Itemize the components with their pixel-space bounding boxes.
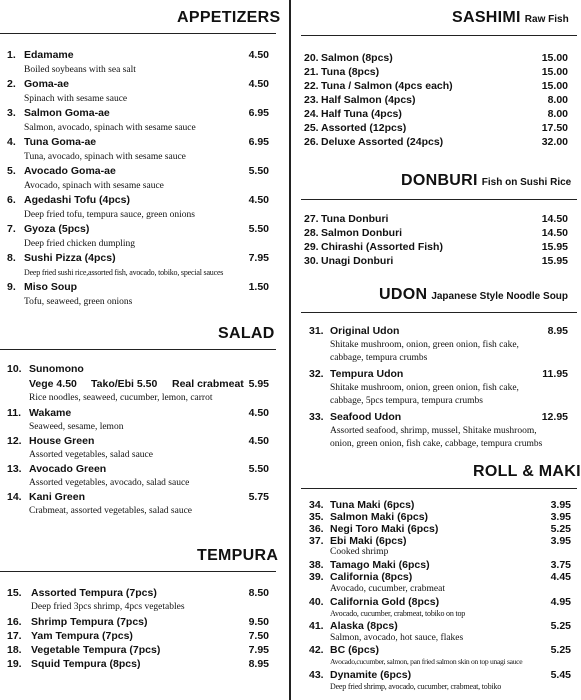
item-price: 15.95 <box>541 241 568 253</box>
item-price: 15.00 <box>541 80 568 92</box>
item-price: 8.95 <box>547 325 568 337</box>
item-price: 4.50 <box>248 78 269 90</box>
item-price: 7.95 <box>248 252 269 264</box>
udon-subtitle: Japanese Style Noodle Soup <box>431 291 569 302</box>
item-description: Cooked shrimp <box>330 547 389 557</box>
item-description: Boiled soybeans with sea salt <box>24 65 136 75</box>
item-price: 4.50 <box>248 435 269 447</box>
item-description-line1: Assorted seafood, shrimp, mussel, Shitake mushroom, <box>330 426 537 436</box>
donburi-heading <box>401 172 571 190</box>
item-description: Tuna, avocado, spinach with sesame sauce <box>24 152 186 162</box>
item-number: 23. <box>304 94 319 106</box>
item-price: 6.95 <box>248 107 269 119</box>
item-description: Avocado, spinach with sesame sauce <box>24 181 164 191</box>
item-price: 4.45 <box>550 571 571 583</box>
item-name: Sushi Pizza (4pcs) <box>24 252 116 264</box>
item-description: Deep fried chicken dumpling <box>24 239 136 249</box>
tempura-heading <box>197 547 278 565</box>
item-name: Salmon Maki (6pcs) <box>330 511 429 523</box>
donburi-title: DONBURI <box>401 172 478 189</box>
item-description: Rice noodles, seaweed, cucumber, lemon, carrot <box>29 393 213 403</box>
item-number: 42. <box>309 644 324 656</box>
item-price: 14.50 <box>541 227 568 239</box>
item-price: 5.25 <box>550 620 571 632</box>
item-description: Crabmeat, assorted vegetables, salad sauce <box>29 506 193 516</box>
item-price: 5.50 <box>248 463 269 475</box>
item-number: 7. <box>7 223 16 235</box>
item-number: 25. <box>304 122 319 134</box>
sunomono-option-crab: Real crabmeat <box>172 378 244 390</box>
item-number: 26. <box>304 136 319 148</box>
item-number: 38. <box>309 559 324 571</box>
column-divider <box>289 0 291 700</box>
item-price: 17.50 <box>541 122 568 134</box>
item-price: 5.45 <box>550 669 571 681</box>
item-price: 8.95 <box>248 658 269 670</box>
item-number: 19. <box>7 658 22 670</box>
item-name: California (8pcs) <box>330 571 413 583</box>
item-description-line1: Shitake mushroom, onion, green onion, fish cake, <box>330 340 519 350</box>
item-number: 43. <box>309 669 324 681</box>
item-name: Wakame <box>29 407 72 419</box>
item-name: Sunomono <box>29 363 84 375</box>
item-price: 32.00 <box>541 136 568 148</box>
item-name: Vegetable Tempura (7pcs) <box>31 644 161 656</box>
item-description: Deep fried shrimp, avocado, cucumber, crabmeat, tobiko <box>330 682 502 691</box>
item-number: 41. <box>309 620 324 632</box>
sashimi-heading <box>452 9 569 27</box>
udon-title: UDON <box>379 286 428 303</box>
item-description-line2: cabbage, 5pcs tempura, tempura crumbs <box>330 396 483 406</box>
item-number: 31. <box>309 325 324 337</box>
item-price: 15.00 <box>541 52 568 64</box>
item-description: Avocado, cucumber, crabmeat, tobiko on top <box>330 609 466 618</box>
item-number: 34. <box>309 499 324 511</box>
item-name: Assorted (12pcs) <box>321 122 407 134</box>
appetizers-title: APPETIZERS <box>177 9 281 26</box>
sashimi-title: SASHIMI <box>452 9 521 26</box>
item-price: 3.95 <box>550 511 571 523</box>
item-price: 5.75 <box>248 491 269 503</box>
item-name: California Gold (8pcs) <box>330 596 440 608</box>
item-price: 12.95 <box>541 411 568 423</box>
item-number: 3. <box>7 107 16 119</box>
item-number: 5. <box>7 165 16 177</box>
item-price: 5.25 <box>550 523 571 535</box>
appetizers-heading <box>177 9 280 27</box>
item-description-line2: cabbage, tempura crumbs <box>330 353 428 363</box>
sashimi-subtitle: Raw Fish <box>524 14 569 25</box>
sunomono-option-vege: Vege 4.50 <box>29 378 77 390</box>
item-description: Tofu, seaweed, green onions <box>24 297 133 307</box>
item-price: 5.50 <box>248 223 269 235</box>
appetizers-rule <box>0 33 276 34</box>
item-description-line1: Shitake mushroom, onion, green onion, fish cake, <box>330 383 519 393</box>
item-number: 24. <box>304 108 319 120</box>
item-name: Salmon (8pcs) <box>321 52 393 64</box>
item-name: Edamame <box>24 49 74 61</box>
item-name: Dynamite (6pcs) <box>330 669 412 681</box>
item-name: BC (6pcs) <box>330 644 380 656</box>
item-description: Spinach with sesame sauce <box>24 94 128 104</box>
item-number: 12. <box>7 435 22 447</box>
donburi-rule <box>301 199 577 200</box>
salad-title: SALAD <box>218 325 275 342</box>
item-price: 3.75 <box>550 559 571 571</box>
item-description: Assorted vegetables, salad sauce <box>29 450 153 460</box>
item-name: Salmon Donburi <box>321 227 403 239</box>
item-number: 9. <box>7 281 16 293</box>
item-number: 18. <box>7 644 22 656</box>
sunomono-option-tako-ebi: Tako/Ebi 5.50 <box>91 378 158 390</box>
item-name: Tuna Goma-ae <box>24 136 97 148</box>
item-number: 4. <box>7 136 16 148</box>
item-price: 3.95 <box>550 535 571 547</box>
item-price: 4.95 <box>550 596 571 608</box>
item-number: 27. <box>304 213 319 225</box>
item-name: Yam Tempura (7pcs) <box>31 630 133 642</box>
item-name: Kani Green <box>29 491 86 503</box>
item-number: 21. <box>304 66 319 78</box>
udon-rule <box>301 312 577 313</box>
item-name: Tuna (8pcs) <box>321 66 380 78</box>
item-number: 37. <box>309 535 324 547</box>
item-price: 4.50 <box>248 407 269 419</box>
item-price: 8.50 <box>248 587 269 599</box>
item-name: Tempura Udon <box>330 368 404 380</box>
donburi-subtitle: Fish on Sushi Rice <box>481 177 572 188</box>
item-number: 22. <box>304 80 319 92</box>
item-name: Tuna / Salmon (4pcs each) <box>321 80 453 92</box>
roll-maki-title: ROLL & MAKI <box>473 463 581 480</box>
roll-maki-heading <box>473 463 581 481</box>
roll-maki-rule <box>301 488 577 489</box>
item-description: Assorted vegetables, avocado, salad sauce <box>29 478 190 488</box>
item-price: 11.95 <box>542 368 568 380</box>
item-price: 4.50 <box>248 194 269 206</box>
item-price: 8.00 <box>547 94 568 106</box>
item-name: Unagi Donburi <box>321 255 394 267</box>
item-number: 10. <box>7 363 22 375</box>
item-number: 33. <box>309 411 324 423</box>
item-price: 7.50 <box>248 630 269 642</box>
item-name: Avocado Green <box>29 463 107 475</box>
item-number: 8. <box>7 252 16 264</box>
item-price: 5.50 <box>248 165 269 177</box>
item-number: 6. <box>7 194 16 206</box>
item-description: Avocado,cucumber, salmon, pan fried salmon skin on top unagi sauce <box>330 657 523 666</box>
item-name: Miso Soup <box>24 281 78 293</box>
tempura-rule <box>0 571 276 572</box>
item-name: Tamago Maki (6pcs) <box>330 559 430 571</box>
tempura-title: TEMPURA <box>197 547 279 564</box>
item-name: Salmon Goma-ae <box>24 107 110 119</box>
item-number: 16. <box>7 616 22 628</box>
item-name: Squid Tempura (8pcs) <box>31 658 141 670</box>
item-number: 29. <box>304 241 319 253</box>
salad-heading <box>218 325 275 343</box>
item-price: 5.95 <box>248 378 269 390</box>
item-number: 1. <box>7 49 16 61</box>
item-description: Salmon, avocado, spinach with sesame sauce <box>24 123 196 133</box>
item-name: Shrimp Tempura (7pcs) <box>31 616 148 628</box>
item-number: 14. <box>7 491 22 503</box>
item-name: Negi Toro Maki (6pcs) <box>330 523 439 535</box>
item-number: 28. <box>304 227 319 239</box>
item-price: 9.50 <box>248 616 269 628</box>
item-description: Seaweed, sesame, lemon <box>29 422 124 432</box>
item-number: 30. <box>304 255 319 267</box>
item-price: 5.25 <box>550 644 571 656</box>
item-number: 20. <box>304 52 319 64</box>
item-price: 14.50 <box>541 213 568 225</box>
item-description: Deep fried sushi rice,assorted fish, avocado, tobiko, special sauces <box>24 268 224 277</box>
item-number: 36. <box>309 523 324 535</box>
item-price: 3.95 <box>550 499 571 511</box>
item-description: Deep fried 3pcs shrimp, 4pcs vegetables <box>31 602 185 612</box>
item-name: Avocado Goma-ae <box>24 165 116 177</box>
item-price: 15.00 <box>541 66 568 78</box>
item-description: Avocado, cucumber, crabmeat <box>330 584 445 594</box>
item-price: 1.50 <box>248 281 269 293</box>
item-number: 35. <box>309 511 324 523</box>
item-number: 32. <box>309 368 324 380</box>
item-name: Deluxe Assorted (24pcs) <box>321 136 444 148</box>
item-name: Gyoza (5pcs) <box>24 223 90 235</box>
item-description: Salmon, avocado, hot sauce, flakes <box>330 633 464 643</box>
item-name: Chirashi (Assorted Fish) <box>321 241 443 253</box>
item-price: 6.95 <box>248 136 269 148</box>
item-number: 17. <box>7 630 22 642</box>
sashimi-rule <box>301 35 577 36</box>
item-name: Assorted Tempura (7pcs) <box>31 587 157 599</box>
item-name: Half Tuna (4pcs) <box>321 108 402 120</box>
item-price: 15.95 <box>541 255 568 267</box>
item-name: Agedashi Tofu (4pcs) <box>24 194 130 206</box>
item-number: 13. <box>7 463 22 475</box>
item-number: 40. <box>309 596 324 608</box>
item-name: Tuna Maki (6pcs) <box>330 499 415 511</box>
item-name: Goma-ae <box>24 78 69 90</box>
udon-heading <box>379 286 568 304</box>
item-number: 2. <box>7 78 16 90</box>
item-name: Ebi Maki (6pcs) <box>330 535 407 547</box>
item-number: 11. <box>7 407 22 419</box>
item-description-line2: onion, green onion, fish cake, cabbage, tempura crumbs <box>330 439 543 449</box>
item-price: 7.95 <box>248 644 269 656</box>
item-price: 8.00 <box>547 108 568 120</box>
item-name: Original Udon <box>330 325 400 337</box>
item-price: 4.50 <box>248 49 269 61</box>
item-name: Tuna Donburi <box>321 213 389 225</box>
item-name: House Green <box>29 435 95 447</box>
item-number: 15. <box>7 587 22 599</box>
salad-rule <box>0 349 276 350</box>
item-name: Alaska (8pcs) <box>330 620 398 632</box>
item-name: Half Salmon (4pcs) <box>321 94 416 106</box>
item-description: Deep fried tofu, tempura sauce, green onions <box>24 210 195 220</box>
item-name: Seafood Udon <box>330 411 402 423</box>
item-number: 39. <box>309 571 324 583</box>
